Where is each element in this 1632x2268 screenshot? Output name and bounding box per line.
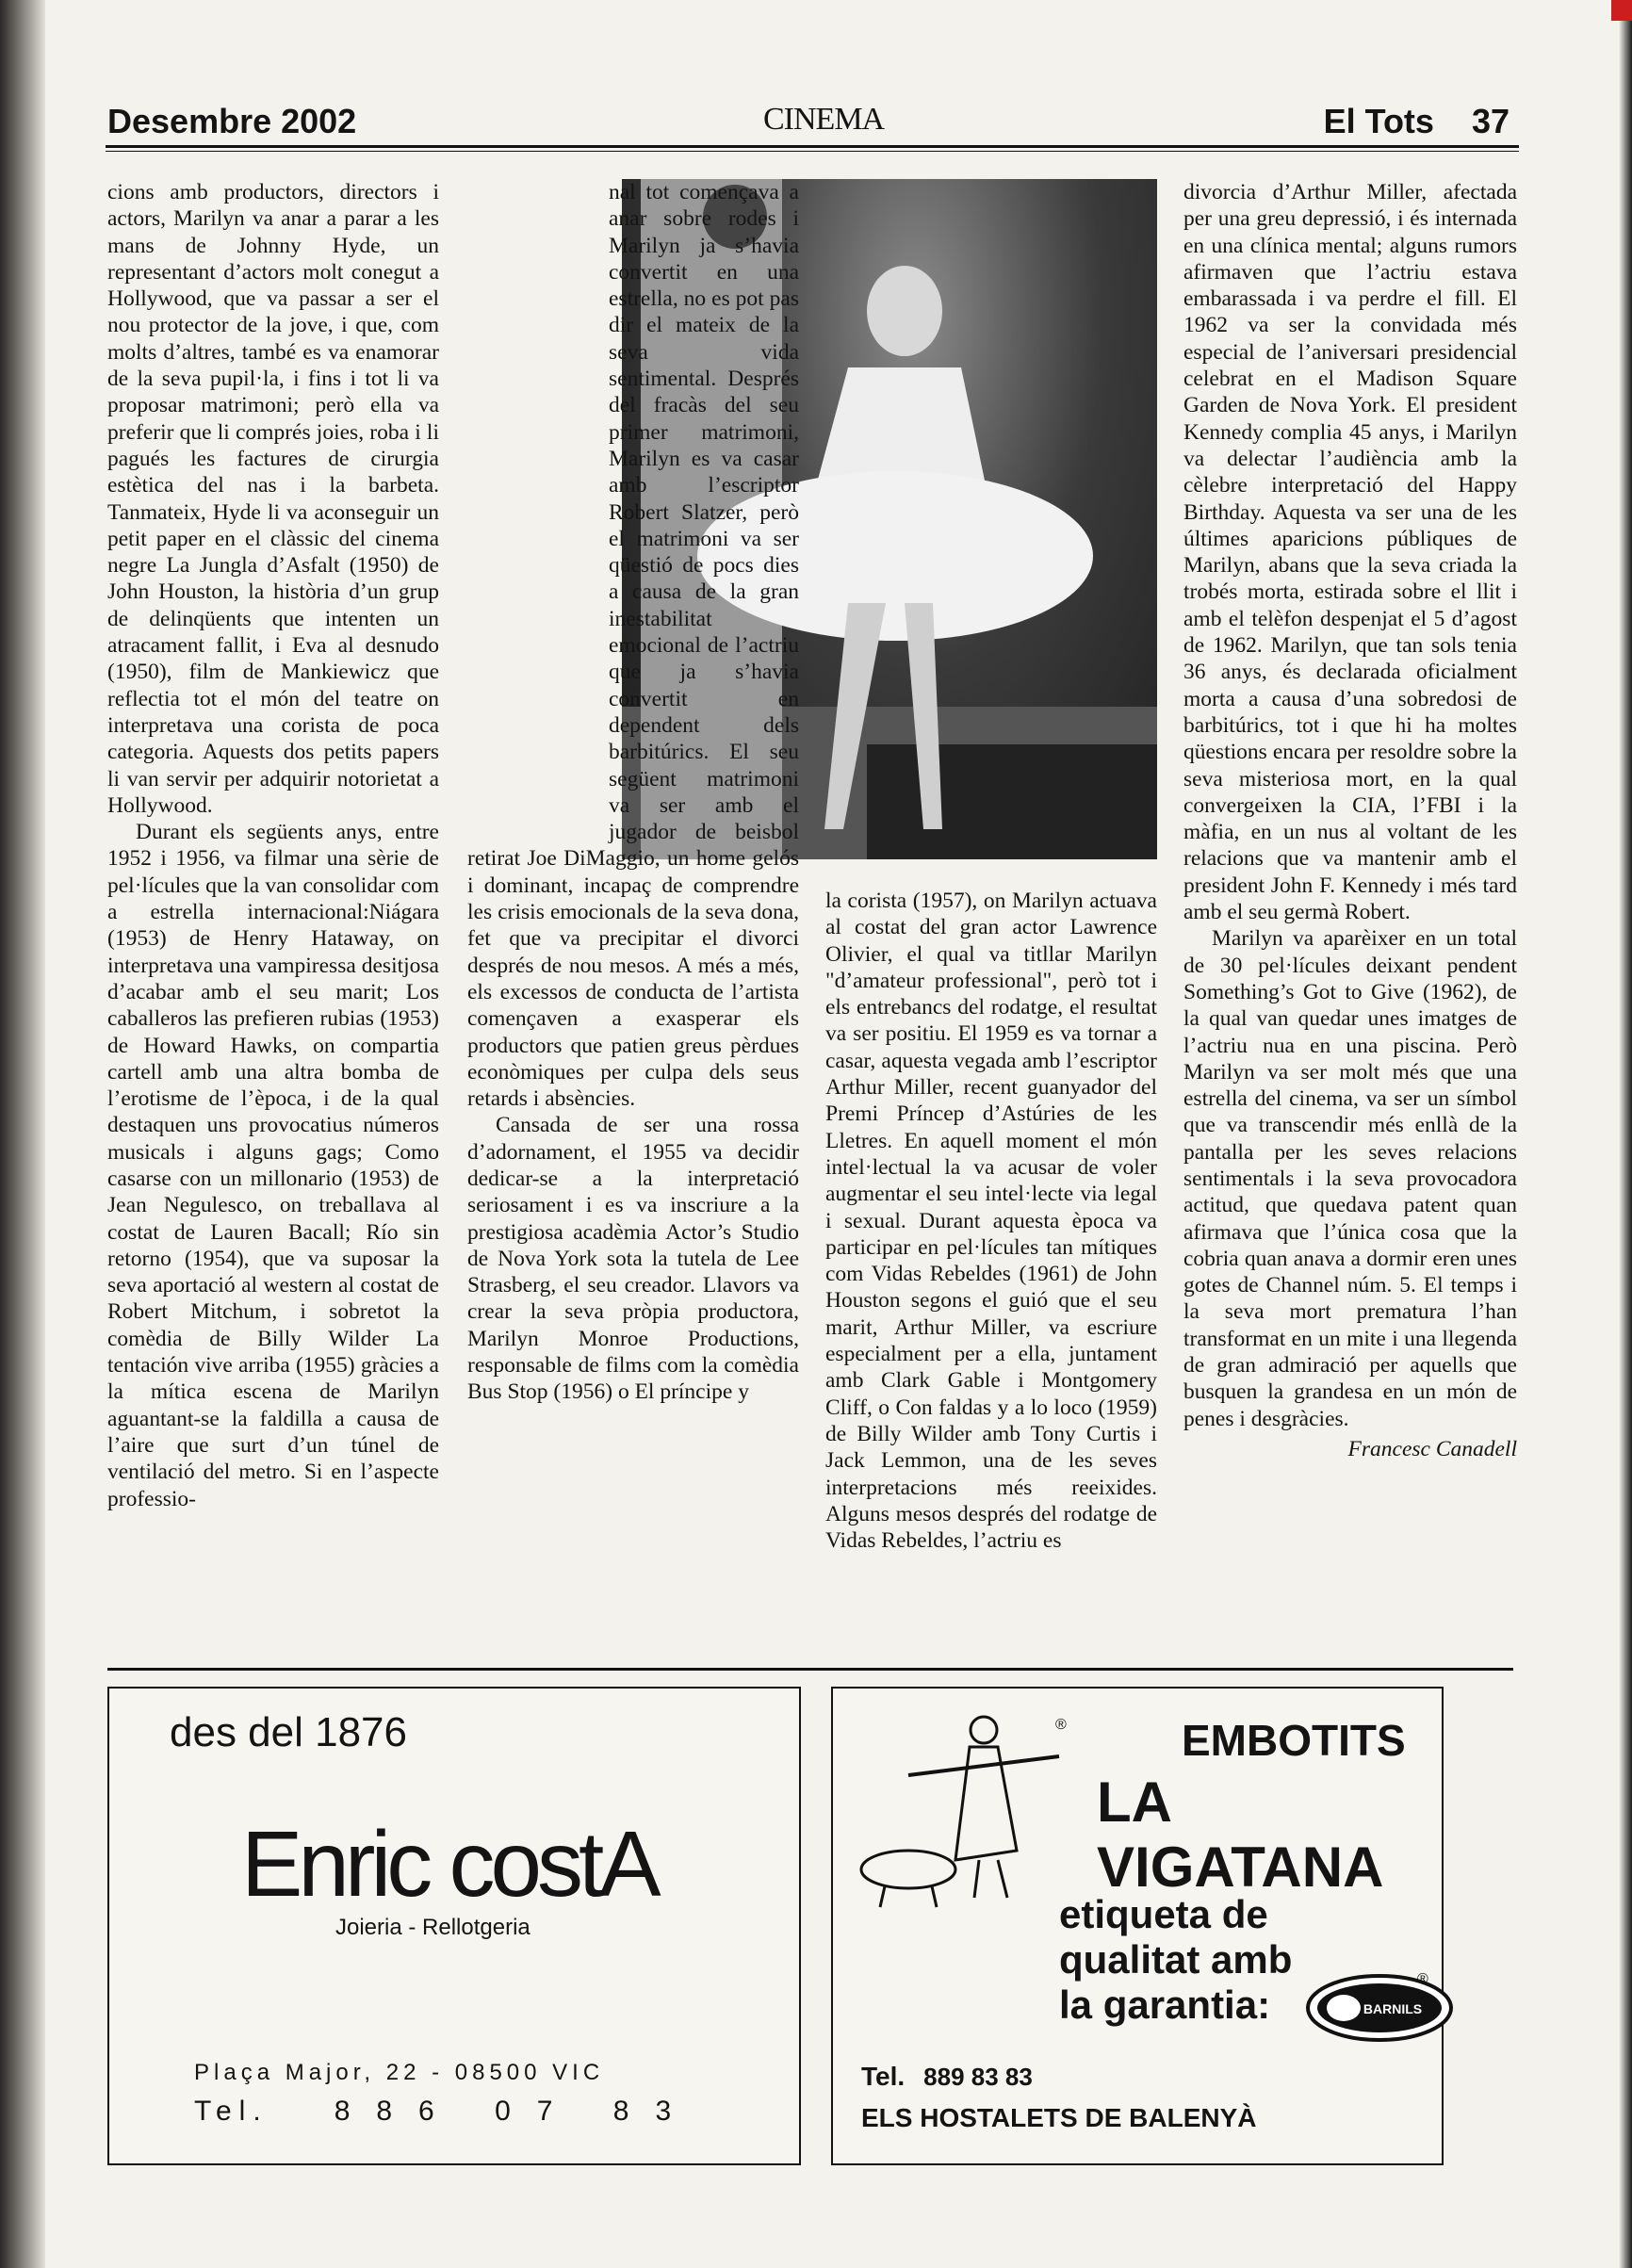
page-number: 37 [1471, 102, 1510, 140]
founded-year: des del 1876 [170, 1709, 407, 1755]
issue-date: Desembre 2002 [107, 102, 357, 140]
paragraph: Durant els següents anys, entre 1952 i 1956, va filmar una sèrie de pel·lícules que la van consolidar com a estrella internacional:Niágara (1953) de Henry Hataway, on interpretava una vampiressa desitjosa d’acabar amb el seu marit; Los caballeros las prefieren rubias (1953) de Howard Hawks, on compartia cartell amb una altra bomba de l’erotisme de l’època, i de la qual destaquen uns provocatius números musicals i alguns gags; Como casarse con un millonario (1953) de Jean Negulesco, on treballava al costat de Lauren Bacall; Río sin retorno (1954), que va suposar la seva aportació al western al costat de Robert Mitchum, i sobretot la comèdia de Billy Wilder La tentación vive arriba (1955) gràcies a la mítica escena de Marilyn aguantant-se la faldilla a causa de l’aire que surt d’un túnel de ventilació del metro. Si en l’aspecte professio- [107, 820, 439, 1511]
barnils-logo [1304, 1971, 1455, 2045]
slogan-line: etiqueta de [1059, 1892, 1268, 1936]
page-edge [1619, 0, 1632, 2268]
farmer-pig-illustration [842, 1709, 1078, 1917]
phone-label: Tel. [194, 2096, 269, 2127]
article-column-3 [825, 888, 1157, 1554]
book-spine [0, 0, 45, 2268]
header-rule-thin [106, 151, 1519, 152]
woman-head [867, 266, 942, 356]
phone-number: 886 07 83 [334, 2096, 698, 2127]
quality-slogan [1059, 1892, 1292, 2028]
publication-name: El Tots [1323, 102, 1434, 140]
phone-number: 889 83 83 [923, 2063, 1033, 2091]
jeweler-phone [194, 2096, 697, 2128]
header-rule [106, 145, 1519, 148]
article-column-1 [107, 179, 439, 1512]
section-title: CINEMA [763, 102, 885, 137]
slogan-line: qualitat amb [1059, 1937, 1293, 1982]
sausage-brand-line1: EMBOTITS [1182, 1716, 1406, 1765]
paragraph: la corista (1957), on Marilyn actuava al costat del gran actor Lawrence Olivier, el qual va titllar Marilyn "d’amateur professional", però tot i els entrebancs del rodatge, el resultat va ser positiu. El 1959 es va tornar a casar, aquesta vegada amb l’escriptor Arthur Miller, recent guanyador del Premi Príncep d’Astúries de les Lletres. En aquell moment el món intel·lectual la va acusar de voler augmentar el seu intel·lecte via legal i sexual. Durant aquesta època va participar en pel·lícules tan mítiques com Vidas Rebeldes (1961) de John Houston segons el guió que el seu marit, Arthur Miller, va escriure especialment per a ella, juntament amb Clark Gable i Montgomery Cliff, o Con faldas y a lo loco (1959) de Billy Wilder amb Tony Curtis i Jack Lemmon, una de les seves interpretacions més reeixides. Alguns mesos després del rodatge de Vidas Rebeldes, l’actriu es [825, 889, 1157, 1554]
paragraph: Cansada de ser una rossa d’adornament, el 1955 va decidir dedicar-se a la interpretació seriosament i es va inscriure a la prestigiosa acadèmia Actor’s Studio de Nova York sota la tutela de Lee Strasberg, el seu creador. Llavors va crear la seva pròpia productora, Marilyn Monroe Productions, responsable de films com la comèdia Bus Stop (1956) o El príncipe y [467, 1113, 799, 1405]
registered-mark: ® [1417, 1971, 1428, 1987]
phone-label: Tel. [861, 2062, 906, 2091]
registered-mark: ® [1055, 1717, 1067, 1733]
jeweler-subtitle: Joieria - Rellotgeria [335, 1915, 530, 1940]
corner-marker [1611, 0, 1632, 21]
barnils-logo-text: BARNILS [1363, 2001, 1423, 2016]
sausage-town: ELS HOSTALETS DE BALENYÀ [861, 2103, 1257, 2132]
jeweler-address: Plaça Major, 22 - 08500 VIC [194, 2060, 605, 2085]
paragraph: Marilyn va aparèixer en un total de 30 pel·lícules deixant pendent Something’s Got to Give (1962), de la qual van quedar unes imatges de l’actriu nua en una piscina. Però Marilyn va ser molt més que una estrella del cinema, va ser un símbol que va transcendir més enllà de la pantalla per les seves relacions sentimentals i la seva provocadora actitud, que quedava patent quan afirmava que l’única cosa que la cobria quan anava a dormir eren unes gotes de Channel núm. 5. El temps i la seva mort prematura l’han transformat en un mite i una llegenda de gran admiració per aquells que busquen la grandesa en un món de penes i desgràcies. [1183, 926, 1517, 1431]
sausage-advertisement [831, 1687, 1444, 2165]
jeweler-advertisement [107, 1687, 801, 2165]
article-column-2 [467, 179, 799, 1406]
sausage-brand-line2: LA VIGATANA [1097, 1770, 1384, 1899]
jeweler-logo: Enric costA [241, 1812, 657, 1916]
article-column-4 [1183, 179, 1517, 1462]
sausage-phone [861, 2062, 1033, 2092]
paragraph: cions amb productors, directors i actors, Marilyn va anar a parar a les mans de Johnny Hyde, un representant d’actors molt conegut a Hollywood, que va passar a ser el nou protector de la jove, i que, com molts d’altres, també es va enamorar de la seva pupil·la, i fins i tot li va proposar matrimoni; però ella va preferir que li comprés joies, roba i li pagués les factures de cirurgia estètica del nas i la barbeta. Tanmateix, Hyde li va aconseguir un petit paper en el clàssic del cinema negre La Jungla d’Asfalt (1950) de John Houston, la història d’un grup de delinqüents que intenten un atracament fallit, i Eva al desnudo (1950), film de Mankiewicz que reflectia tot el món del teatre on interpretava una corista de poca categoria. Aquests dos petits papers li van servir per adquirir notorietat a Hollywood. [107, 180, 439, 818]
publication-header [1324, 102, 1510, 149]
ads-separator [107, 1668, 1513, 1671]
paragraph: nal tot començava a anar sobre rodes i Marilyn ja s’havia convertit en una estrella, no es pot pas dir el mateix de la seva vida sentimental. Després del fracàs del seu primer matrimoni, Marilyn es va casar amb l’escriptor Robert Slatzer, però el matrimoni va ser qüestió de pocs dies a causa de la gran inestabilitat emocional de l’actriu que ja s’havia convertit en dependent dels barbitúrics. El seu següent matrimoni va ser amb el jugador de beisbol retirat Joe DiMaggio, un home gelós i dominant, incapaç de comprendre les crisis emocionals de la seva dona, fet que va precipitar el divorci després de nou mesos. A més a més, els excessos de conducta de l’artista començaven a exasperar els productors que patien greus pèrdues econòmiques per culpa dels seus retards i absències. [467, 180, 799, 1112]
author-signature: Francesc Canadell [1347, 1436, 1517, 1461]
paragraph: divorcia d’Arthur Miller, afectada per una greu depressió, i és internada en una clínica mental; alguns rumors afirmaven que l’actriu estava embarassada i va perdre el fill. El 1962 va ser la convidada més especial de l’aniversari presidencial celebrat en el Madison Square Garden de Nova York. El president Kennedy complia 45 anys, i Marilyn va delectar l’audiència amb la cèlebre interpretació del Happy Birthday. Aquesta va ser una de les últimes aparicions públiques de Marilyn, abans que la seva criada la trobés morta, estirada sobre el llit i amb el telèfon despenjat el 5 d’agost de 1962. Marilyn, que tan sols tenia 36 anys, és declarada oficialment morta a causa d’una sobredosi de barbitúrics, tot i que hi ha moltes qüestions encara per resoldre sobre la seva misteriosa mort, en la qual convergeixen la CIA, l’FBI i la màfia, en un nus al voltant de les relacions que va mantenir amb el president John F. Kennedy i més tard amb el seu germà Robert. [1183, 180, 1517, 925]
subway-grate [867, 744, 1157, 859]
slogan-line: la garantia: [1059, 1982, 1271, 2027]
